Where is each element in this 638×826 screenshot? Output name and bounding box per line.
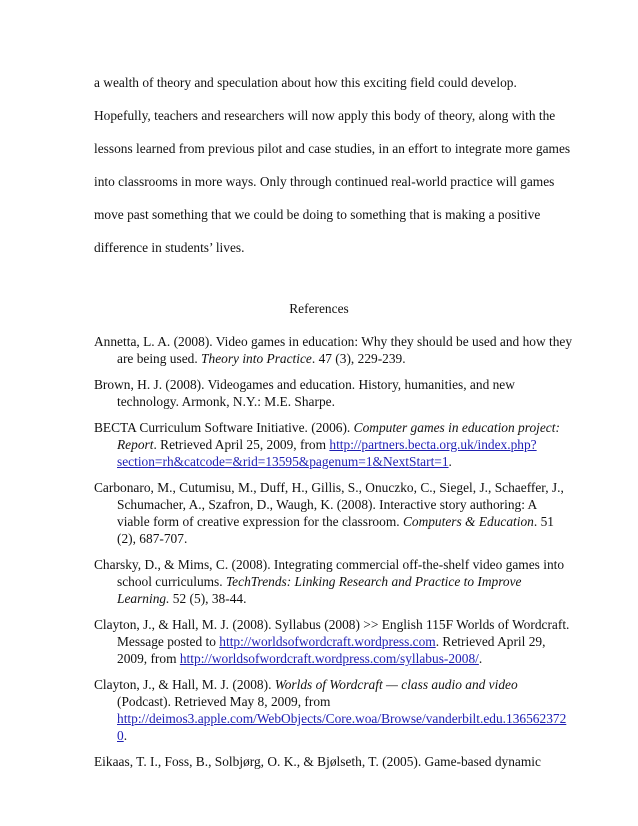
reference-annetta-line2: are being used. Theory into Practice. 47 (3), 229-239. bbox=[117, 351, 406, 366]
reference-carbonaro-line4: (2), 687-707. bbox=[117, 531, 188, 546]
reference-becta-line3: section=rh&catcode=&rid=13595&pagenum=1&NextStart=1. bbox=[117, 454, 452, 469]
reference-becta-line1: BECTA Curriculum Software Initiative. (2006). Computer games in education project: bbox=[94, 420, 560, 435]
reference-eikaas-line1: Eikaas, T. I., Foss, B., Solbjørg, O. K., & Bjølseth, T. (2005). Game-based dynamic bbox=[94, 754, 541, 769]
reference-clayton2-line1: Clayton, J., & Hall, M. J. (2008). Worlds of Wordcraft — class audio and video bbox=[94, 677, 518, 692]
reference-clayton2-line4: 0. bbox=[117, 728, 128, 743]
becta-link[interactable]: http://partners.becta.org.uk/index.php? bbox=[329, 437, 537, 452]
reference-charsky-line2: school curriculums. TechTrends: Linking Research and Practice to Improve bbox=[117, 574, 522, 589]
paragraph-line: Hopefully, teachers and researchers will now apply this body of theory, along with the bbox=[94, 108, 556, 123]
reference-carbonaro-line3: viable form of creative expression for the classroom. Computers & Education. 51 bbox=[117, 514, 554, 529]
paragraph-line: move past something that we could be doing to something that is making a positive bbox=[94, 207, 541, 222]
reference-becta-line2: Report. Retrieved April 25, 2009, from http://partners.becta.org.uk/index.php? bbox=[117, 437, 537, 452]
reference-clayton2-line2: (Podcast). Retrieved May 8, 2009, from bbox=[117, 694, 331, 709]
reference-clayton2-line3 bbox=[117, 711, 566, 727]
reference-clayton1-line1: Clayton, J., & Hall, M. J. (2008). Syllabus (2008) >> English 115F Worlds of Wordcraft. bbox=[94, 617, 570, 632]
podcast-link[interactable]: http://deimos3.apple.com/WebObjects/Core.woa/Browse/vanderbilt.edu.136562372 bbox=[117, 711, 567, 726]
reference-clayton1-line2: Message posted to http://worldsofwordcraft.wordpress.com. Retrieved April 29, bbox=[117, 634, 546, 649]
reference-charsky-line3: Learning. 52 (5), 38-44. bbox=[117, 591, 247, 606]
reference-annetta-line1: Annetta, L. A. (2008). Video games in education: Why they should be used and how they bbox=[94, 334, 573, 349]
paragraph-line: difference in students’ lives. bbox=[94, 240, 245, 255]
reference-charsky-line1: Charsky, D., & Mims, C. (2008). Integrating commercial off-the-shelf video games into bbox=[94, 557, 565, 572]
paragraph-line: a wealth of theory and speculation about how this exciting field could develop. bbox=[94, 75, 517, 90]
reference-clayton1-line3: 2009, from http://worldsofwordcraft.wordpress.com/syllabus-2008/. bbox=[117, 651, 483, 666]
reference-brown-line2: technology. Armonk, N.Y.: M.E. Sharpe. bbox=[117, 394, 335, 409]
references-heading: References bbox=[289, 301, 349, 316]
reference-carbonaro-line1: Carbonaro, M., Cutumisu, M., Duff, H., Gillis, S., Onuczko, C., Siegel, J., Schaeffer, J., bbox=[94, 480, 564, 495]
becta-link-continued[interactable]: section=rh&catcode=&rid=13595&pagenum=1&NextStart=1 bbox=[117, 454, 449, 469]
wordcraft-link[interactable]: http://worldsofwordcraft.wordpress.com bbox=[219, 634, 436, 649]
reference-brown-line1: Brown, H. J. (2008). Videogames and education. History, humanities, and new bbox=[94, 377, 515, 392]
syllabus-link[interactable]: http://worldsofwordcraft.wordpress.com/syllabus-2008/ bbox=[179, 651, 479, 666]
paragraph-line: lessons learned from previous pilot and case studies, in an effort to integrate more games bbox=[94, 141, 571, 156]
podcast-link-continued[interactable]: 0 bbox=[117, 728, 124, 743]
reference-carbonaro-line2: Schumacher, A., Szafron, D., Waugh, K. (2008). Interactive story authoring: A bbox=[117, 497, 538, 512]
paragraph-line: into classrooms in more ways. Only through continued real-world practice will games bbox=[94, 174, 555, 189]
